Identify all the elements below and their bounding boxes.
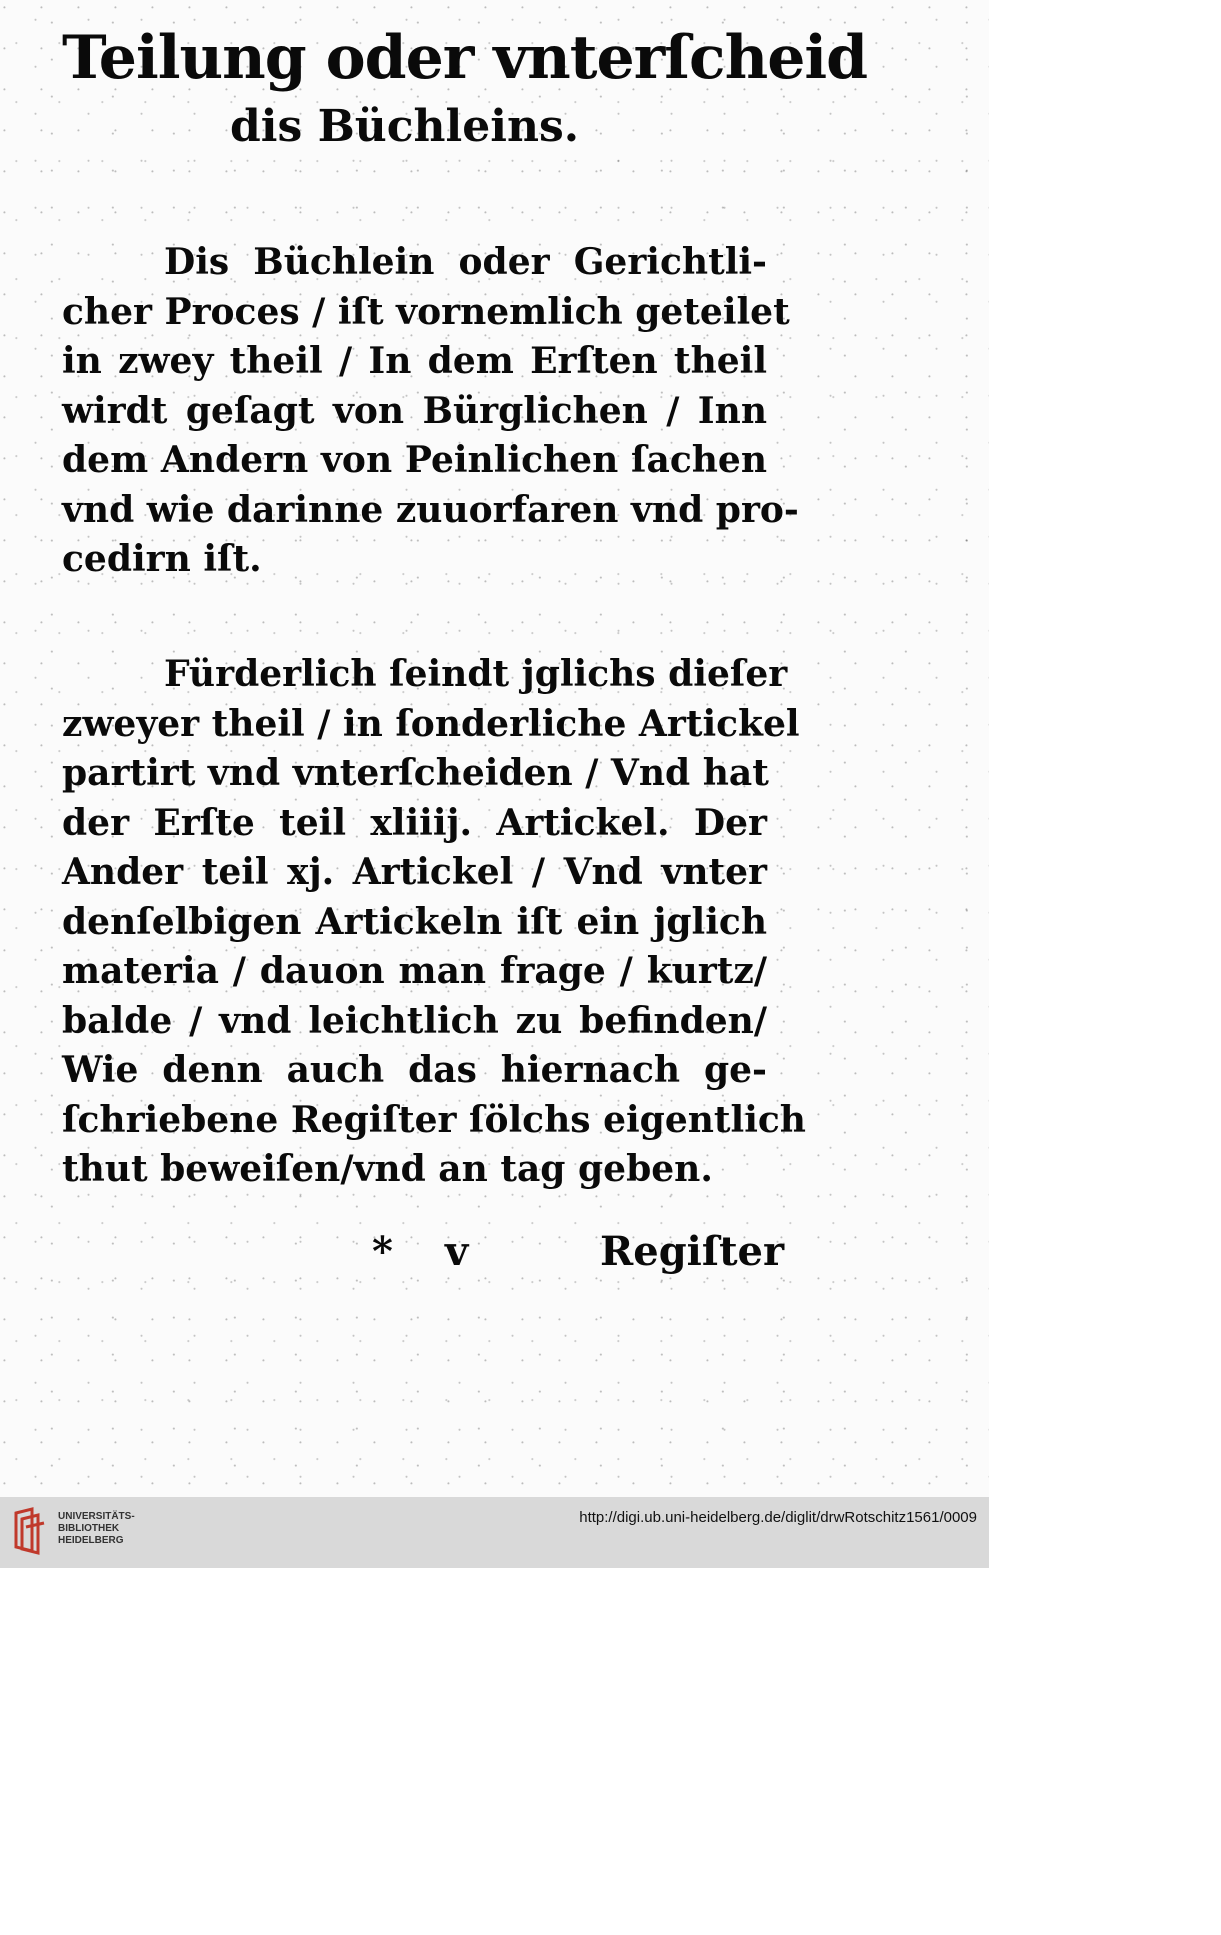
text-line: materia / dauon man frage / kurtz/ <box>62 950 767 992</box>
text-line: Wie denn auch das hiernach ge- <box>62 1049 767 1091</box>
paragraph-1 <box>62 238 799 585</box>
text-line: zweyer theil / in ſonderliche Artickel <box>62 702 800 745</box>
text-line: Dis Büchlein oder Gerichtli- <box>164 241 767 283</box>
text-line: denſelbigen Artickeln iſt ein jglich <box>62 900 767 943</box>
catchword: Regiſter <box>600 1228 785 1275</box>
signature-mark: * <box>372 1228 393 1275</box>
text-line: balde / vnd leichtlich zu befinden/ <box>62 999 767 1042</box>
library-logo-icon[interactable] <box>12 1507 48 1555</box>
text-line: Ander teil xj. Artickel / Vnd vnter <box>62 851 767 893</box>
page-title: Teilung oder vnterſcheid <box>62 23 868 93</box>
library-name: UNIVERSITÄTS- BIBLIOTHEK HEIDELBERG <box>58 1511 135 1546</box>
text-line: wirdt geſagt von Bürglichen / Inn <box>62 389 767 432</box>
text-line: vnd wie darinne zuuorfaren vnd pro- <box>62 488 799 531</box>
text-line: in zwey theil / In dem Erſten theil <box>62 340 767 382</box>
library-footer-bar <box>0 1497 989 1568</box>
text-line: cher Proces / iſt vornemlich geteilet <box>62 290 790 333</box>
signature-letter: v <box>445 1228 469 1275</box>
text-line: der Erſte teil xliiij. Artickel. Der <box>62 801 767 844</box>
page-subtitle: dis Büchleins. <box>230 101 580 152</box>
page-footer-marks <box>0 1222 989 1282</box>
text-line: partirt vnd vnterſcheiden / Vnd hat <box>62 752 769 794</box>
text-line: thut beweiſen/vnd an tag geben. <box>62 1148 713 1190</box>
text-line: dem Andern von Peinlichen ſachen <box>62 439 767 481</box>
paragraph-2 <box>62 650 806 1195</box>
text-line: ſchriebene Regiſter ſölchs eigentlich <box>62 1098 806 1141</box>
text-line: cedirn iſt. <box>62 538 262 580</box>
text-line: Fürderlich ſeindt jglichs dieſer <box>164 653 788 695</box>
source-url-link[interactable]: http://digi.ub.uni-heidelberg.de/diglit/drwRotschitz1561/0009 <box>579 1509 977 1526</box>
